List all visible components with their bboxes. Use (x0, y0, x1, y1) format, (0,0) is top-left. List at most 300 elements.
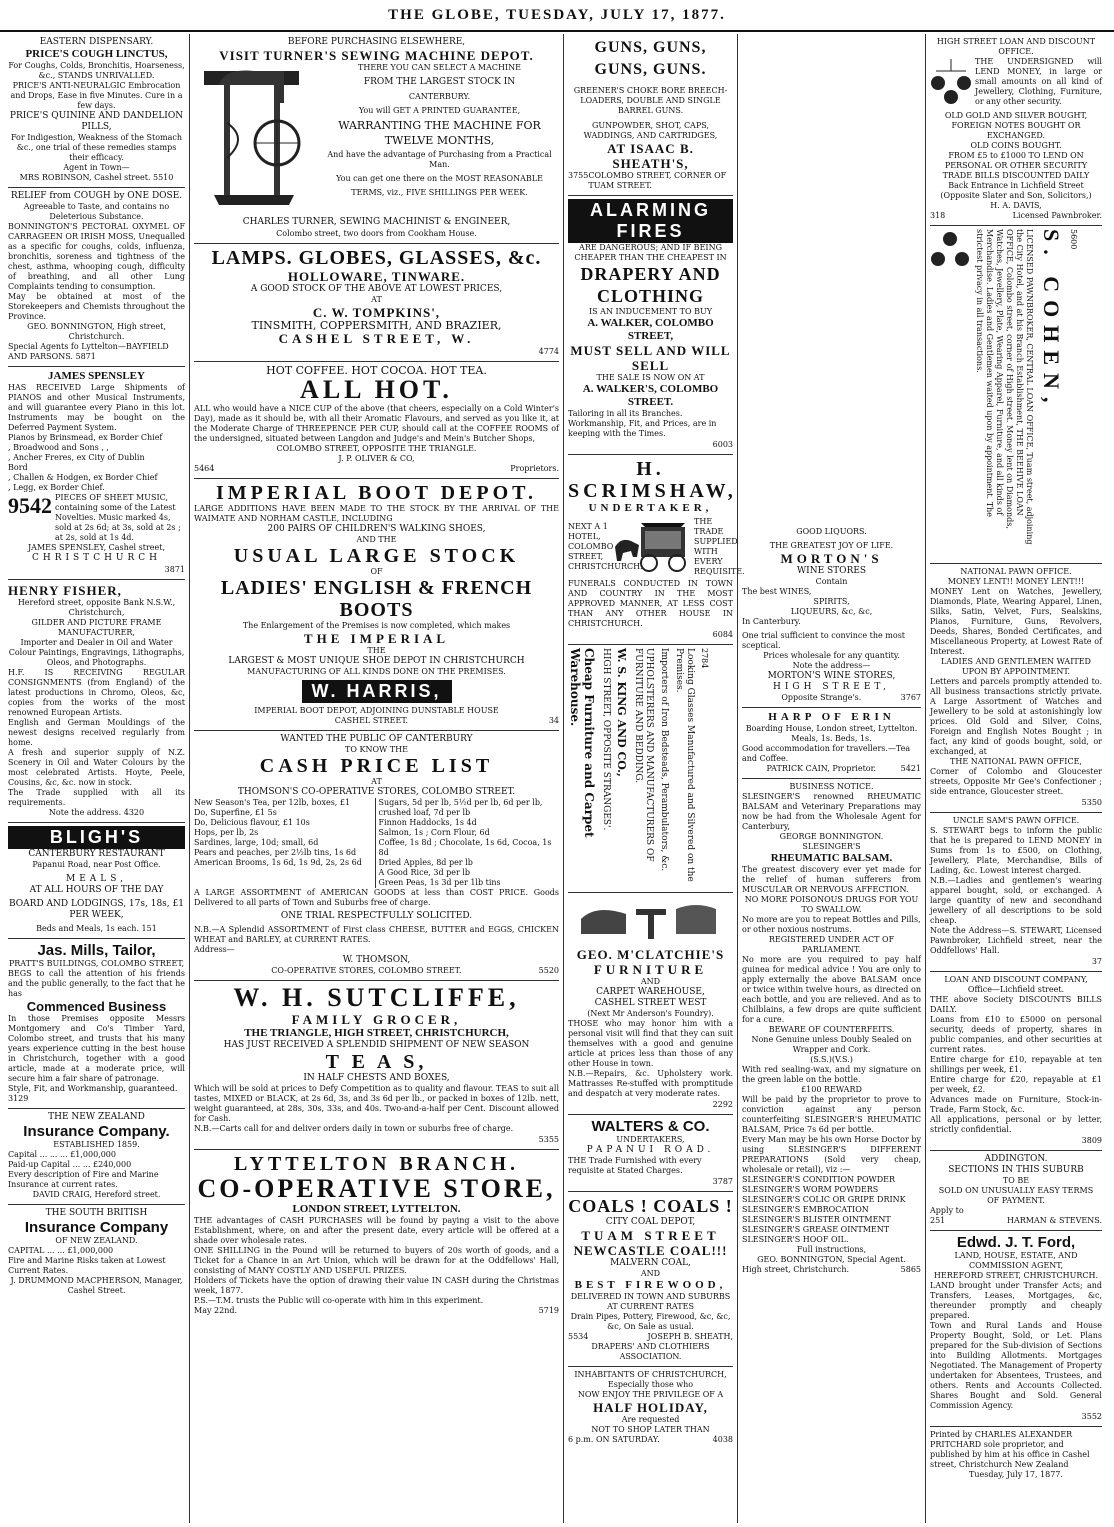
ad-w-s-king (568, 645, 733, 893)
ad-line: HALF HOLIDAY, (593, 1400, 708, 1415)
price-item: Hops, per lb, 2s (194, 828, 259, 837)
ad-line: All applications, personal or by letter, strictly confidential. (930, 1115, 1102, 1134)
ad-line: Importers of Iron Bedsteads, Perambulators, &c. (659, 648, 669, 872)
ad-line: HAS JUST RECEIVED A SPLENDID SHIPMENT OF NEW SEASON (223, 1040, 530, 1050)
hearse-illustration (611, 515, 691, 579)
ad-line: AT ALL HOURS OF THE DAY (29, 885, 164, 895)
ad-line: You can get one there on the MOST REASONABLE (336, 174, 543, 183)
ad-heading: ALARMING FIRES (568, 199, 733, 243)
ad-line: CARPET WAREHOUSE, (596, 987, 705, 997)
ad-line: NOT TO SHOP LATER THAN (591, 1425, 710, 1434)
ad-footer (742, 693, 921, 703)
ad-line: INHABITANTS OF CHRISTCHURCH, (574, 1370, 727, 1379)
ad-line: Address— (194, 945, 235, 954)
ad-line: OF PAYMENT. (987, 1196, 1045, 1205)
ad-line: BEWARE OF COUNTERFEITS. (768, 1025, 895, 1034)
ad-line: May 22nd. (194, 1306, 238, 1315)
ad-line: FROM THE LARGEST STOCK IN (363, 77, 516, 87)
ad-line: TO KNOW THE (345, 745, 408, 754)
ad-line: TERMS, viz., FIVE SHILLINGS PER WEEK. (351, 188, 528, 197)
ad-number: 5464 (194, 464, 215, 473)
ad-number: 5534 (568, 1332, 589, 1341)
ad-line: THOMSON'S CO-OPERATIVE STORES, COLOMBO STREET. (237, 787, 516, 797)
ad-line: Letters and parcels promptly attended to. All business transactions strictly private. A Large Assortment of Watches and Jewellery to be sold at astonishingly low prices. Old Gold and Silver, Coins, Foreign and English Notes Bought ; in fact, any kind of goods bought, sold, or exchanged, at (930, 677, 1102, 756)
ad-line: BUSINESS NOTICE. (789, 782, 874, 791)
ad-line: LADIES' ENGLISH & FRENCH BOOTS (220, 577, 533, 621)
ad-line: LONDON STREET, LYTTELTON. (292, 1203, 461, 1215)
ad-line: WANTED THE PUBLIC OF CANTERBURY (280, 734, 473, 744)
ad-line: CASHEL STREET, W. (278, 331, 475, 346)
ad-line: , Challen & Hodgen, ex Border Chief (8, 473, 158, 482)
ad-line: S. STEWART begs to inform the public that he is prepared to LEND MONEY in Sums from 1s to £500, on Clothing, Jewellery, Plate, Merchandise, Bills of Lading, &c. Lowest interest charged. (930, 826, 1102, 875)
ad-line: AT (371, 777, 382, 786)
ad-national-pawn-office (930, 564, 1102, 813)
ad-line: Office—Lichfield street. (967, 985, 1065, 994)
ad-line: HOLLOWARE, TINWARE. (287, 269, 466, 284)
ad-line: Opposite Strange's. (781, 693, 862, 702)
ad-line: MUST SELL AND WILL SELL (570, 343, 731, 373)
ad-line: , Broadwood and Sons , , (8, 443, 109, 452)
column-1 (4, 34, 190, 1523)
ad-line: CITY COAL DEPOT, (605, 1217, 696, 1227)
scrimshaw-body (568, 515, 745, 579)
ad-line: WINE STORES (796, 566, 867, 576)
ad-line: LADIES AND GENTLEMEN WAITED UPON BY APPOINTMENT. (941, 657, 1091, 676)
ad-line: (Next Mr Anderson's Foundry). (587, 1009, 714, 1018)
ad-footer (742, 764, 921, 774)
ad-number: 3787 (712, 1177, 733, 1186)
ad-line: High street, Christchurch. (742, 1265, 850, 1274)
ad-number: 6084 (712, 630, 733, 639)
ad-line: THE (367, 646, 386, 655)
ad-footer (930, 1216, 1102, 1226)
ad-line: Advances made on Furniture, Stock-in-Trade, Farm Stock, &c. (930, 1095, 1102, 1114)
ad-line: With red sealing-wax, and my signature on the green lable on the bottle. (742, 1065, 921, 1084)
ad-number: 5355 (538, 1135, 559, 1144)
price-item: Salmon, 1s ; Corn Flour, 6d (378, 828, 490, 837)
price-item: Sardines, large, 10d; small, 6d (194, 838, 319, 847)
ad-line: C. W. TOMPKINS', (312, 305, 441, 320)
ad-footer (568, 171, 733, 191)
ad-line: THE UNDERSIGNED will LEND MONEY, in large or small amounts on all kind of Jewellery, Clothing, Furniture, or any other security. (975, 57, 1102, 106)
ad-line: SPIRITS, (813, 597, 850, 606)
ad-line: OLD COINS BOUGHT. (970, 141, 1062, 150)
ad-heading: ADDINGTON. (984, 1154, 1048, 1164)
ad-line: You will GET A PRINTED GUARANTEE, (358, 106, 521, 115)
ad-line: Bord (8, 463, 28, 472)
ad-line: Drain Pipes, Pottery, Firewood, &c, &c, &c, On Sale as usual. (570, 1312, 731, 1331)
ad-alarming-fires (568, 196, 733, 455)
ad-heading: W. H. SUTCLIFFE, (233, 983, 520, 1012)
ad-line: Paid-up Capital ... ... £240,000 (8, 1160, 132, 1169)
ad-lamps-tompkins (194, 244, 559, 362)
ad-line: AT (371, 295, 382, 304)
ad-heading: NATIONAL PAWN OFFICE. (960, 567, 1072, 576)
price-item: Coffee, 1s 8d ; Chocolate, 1s 6d, Cocoa, 1s 8d (378, 838, 552, 857)
ad-heading: RHEUMATIC BALSAM. (770, 852, 893, 864)
ad-line: REGISTERED UNDER ACT OF PARLIAMENT. (768, 935, 895, 954)
ad-line: CASHEL STREET. (334, 716, 409, 725)
ad-line: PRICE'S COUGH LINCTUS, (25, 48, 168, 60)
ad-line: LIQUEURS, &c, &c, (790, 607, 873, 616)
sheet-music-count: 9542 (8, 493, 52, 518)
ad-line: GEORGE BONNINGTON. (779, 832, 884, 841)
ad-line: Beds and Meals, 1s each. 151 (36, 924, 157, 933)
publisher-imprint (930, 1427, 1102, 1480)
ad-line: GUNPOWDER, SHOT, CAPS, WADDINGS, AND CARTRIDGES, (583, 121, 718, 140)
ad-line: HEREFORD STREET, CHRISTCHURCH. (933, 1271, 1099, 1280)
ad-line: Commenced Business (26, 999, 167, 1014)
ad-line: Every Man may be his own Horse Doctor by using SLESINGER'S DIFFERENT PREPARATIONS (Sold very cheap, wholesale or retail), viz :— (742, 1135, 921, 1174)
ad-line: DAVID CRAIG, Hereford street. (32, 1190, 161, 1199)
ad-number: 3871 (164, 565, 185, 574)
ad-footer (194, 716, 559, 726)
ad-line: Capital ... ... ... £1,000,000 (8, 1150, 116, 1159)
ad-mortons-wine-stores (742, 524, 921, 708)
ad-loan-discount-company (930, 972, 1102, 1151)
ad-line: The Trade supplied with all its requirements. (8, 788, 185, 807)
ad-line: IN HALF CHESTS AND BOXES, (303, 1073, 450, 1083)
price-item: American Brooms, 1s 6d, 1s 9d, 2s, 2s 6d (194, 858, 362, 867)
ad-number: 5350 (1081, 798, 1102, 807)
ad-line: SLESINGER'S BLISTER OINTMENT (742, 1215, 891, 1224)
price-item: Sugars, 5d per lb, 5½d per lb, 6d per lb, crushed loaf, 7d per lb (378, 798, 543, 817)
ad-line: WARRANTING THE MACHINE FOR (338, 119, 541, 132)
ad-line: , Ancher Freres, ex City of Dublin (8, 453, 145, 462)
ad-line: COLOMBO STREET, OPPOSITE THE TRIANGLE. (276, 444, 477, 453)
ad-heading: RELIEF from COUGH by ONE DOSE. (10, 191, 183, 201)
ad-footer (194, 464, 559, 474)
price-item: Do, Superfine, £1 5s (194, 808, 277, 817)
ad-line: UNDERTAKER, (588, 502, 713, 514)
ad-line: ARE DANGEROUS; AND IF BEING CHEAPER THAN THE CHEAPEST IN (574, 243, 727, 262)
ad-line: SLESINGER'S COLIC OR GRIPE DRINK (742, 1195, 906, 1204)
ad-line: MONEY LENT!! MONEY LENT!!! (947, 577, 1085, 586)
ad-line: Will be paid by the proprietor to prove to conviction against any person counterfeiting SLESINGER'S RHEUMATIC BALSAM, Price 7s 6d per bottle. (742, 1095, 921, 1134)
ad-line: GILDER AND PICTURE FRAME MANUFACTURER, (31, 618, 162, 637)
ad-number: 37 (1091, 957, 1102, 966)
masthead-title: THE GLOBE, TUESDAY, JULY 17, 1877. (0, 0, 1114, 32)
ad-line: AND (640, 977, 661, 986)
ad-line: Looking Glasses Manufactured and Silvered on the Premises. (674, 648, 695, 882)
ad-line: Entire charge for £10, repayable at ten shillings per week, £1. (930, 1055, 1102, 1074)
ad-line: TRADE BILLS DISCOUNTED DAILY (942, 171, 1090, 180)
ad-harp-of-erin (742, 708, 921, 779)
ad-line: GOOD LIQUORS. (796, 527, 867, 536)
ad-line: UPHOLSTERERS AND MANUFACTURERS OF FURNITURE AND BEDDING. (633, 648, 654, 862)
ad-line: OF (370, 567, 383, 576)
ad-number: 318 (930, 211, 946, 220)
ad-line: THE GREATEST JOY OF LIFE. (769, 541, 894, 550)
ad-line: Agreeable to Taste, and contains no Deleterious Substance. (23, 202, 170, 221)
ad-line: NOW ENJOY THE PRIVILEGE OF A (577, 1390, 724, 1399)
ad-edwd-ford (930, 1231, 1102, 1427)
ad-line: HIGH STREET, OPPOSITE STRANGES'. (601, 648, 611, 831)
ad-heading: COALS ! COALS ! (568, 1196, 733, 1216)
ad-uncle-sams-pawn (930, 813, 1102, 972)
ad-heading: Cheap Furniture and Carpet Warehouse. (568, 648, 596, 838)
ad-line: MRS ROBINSON, Cashel street. 5510 (19, 173, 174, 182)
ad-scrimshaw-undertaker (568, 455, 745, 645)
ad-turner-sewing-machine (194, 34, 559, 244)
ad-line: For Indigestion, Weakness of the Stomach &c., one trial of these remedies stamps their efficacy. (10, 133, 183, 162)
ad-line: BEST FIREWOOD, (574, 1279, 727, 1291)
ad-guns (568, 34, 733, 196)
ad-line: Pianos by Brinsmead, ex Border Chief (8, 433, 163, 442)
ad-line: DRAPERY AND CLOTHING (580, 264, 721, 306)
ad-line: Tailoring in all its Branches. Workmanship, Fit, and Prices, are in keeping with the Times. (568, 409, 717, 438)
ad-line: H. A. DAVIS, (990, 201, 1042, 210)
ad-line: SECTIONS IN THIS SUBURB (948, 1165, 1084, 1175)
ad-line: For Coughs, Colds, Bronchitis, Hoarseness, &c., STANDS UNRIVALLED. (8, 61, 185, 80)
ad-line: Insurance Company. (23, 1123, 170, 1140)
ad-line: GREENER'S CHOKE BORE BREECH-LOADERS, DOUBLE AND SINGLE BARREL GUNS. (573, 86, 728, 115)
ad-line: No more are you required to pay half guinea for medical advice ! You are only to apply externally the above BALSAM once or twice within twelve hours, as directed on each bottle, and you are relieved. And as to Chilblains, a few drops are quite sufficient for a cure. (742, 955, 921, 1024)
ad-line: May be obtained at most of the Storekeepers and Chemists throughout the Province. (8, 292, 185, 321)
ad-line: ONE SHILLING in the Pound will be returned to buyers of 20s worth of goods, and a Ticket for a Chance in an Art Union, which will be drawn for at the Oddfellows' Hall, consisting of MANY COSTLY AND USEFUL PRIZES. (194, 1246, 559, 1275)
ad-line: Note the address. 4320 (48, 808, 145, 817)
ad-line: A LARGE ASSORTMENT of AMERICAN GOODS at less than COST PRICE. Goods Delivered to all parts of Town and Suburbs free of charge. (194, 888, 559, 907)
ad-line: SLESINGER'S EMBROCATION (742, 1205, 869, 1214)
ad-line: SLESINGER'S HOOF OIL. (742, 1235, 849, 1244)
ad-line: LAND brought under Transfer Acts; and Transfers, Leases, Mortgages, &c, thereunder promptly and cheaply prepared. (930, 1281, 1102, 1320)
ad-line: £100 REWARD (801, 1085, 862, 1094)
ad-line: BOARD AND LODGINGS, 17s, 18s, £1 PER WEEK, (9, 899, 184, 920)
ad-line: In Canterbury. (742, 617, 801, 626)
ad-heading: EASTERN DISPENSARY. (39, 37, 154, 47)
ad-line: UNDERTAKERS, (616, 1135, 685, 1144)
ad-blighs-restaurant (8, 823, 185, 939)
ad-line: Hereford street, opposite Bank N.S.W., Christchurch, (17, 598, 176, 617)
ad-line: THE advantages of CASH PURCHASES will be found by paying a visit to the above Establishment, where, on and after the present date, every article will be offered at a shade over wholesale rates. (194, 1216, 559, 1245)
ad-line: SLESINGER'S renowned RHEUMATIC BALSAM and Veterinary Preparations may now be had from the Wholesale Agent for Canterbury, (742, 792, 921, 831)
ad-high-street-loan (930, 34, 1102, 226)
ad-line: (Opposite Slater and Son, Solicitors,) (940, 191, 1092, 200)
ad-line: NEXT A 1 HOTEL, COLOMBO STREET, CHRISTCHURCH. (568, 522, 643, 571)
ad-line: Are requested (621, 1415, 680, 1424)
ad-line: FURNITURE (593, 962, 708, 977)
ad-imperial-boot-depot (194, 479, 559, 731)
ad-line: OF NEW ZEALAND. (55, 1236, 138, 1245)
ad-heading: HARP OF ERIN (768, 711, 895, 723)
ad-line: Style, Fit, and Workmanship, guaranteed. 3129 (8, 1084, 178, 1103)
ad-line: CO-OPERATIVE STORE, (197, 1174, 556, 1203)
ad-heading: S. COHEN, (1039, 229, 1064, 411)
ad-line: Good accommodation for travellers.—Tea and Coffee. (742, 744, 911, 763)
ad-number: 3552 (1081, 1412, 1102, 1421)
ad-walters-undertakers (568, 1115, 733, 1192)
ad-line: None Genuine unless Doubly Sealed on Wrapper and Cork. (751, 1035, 912, 1054)
ad-line: Every description of Fire and Marine Insurance at current rates. (8, 1170, 159, 1189)
ad-line: CAPITAL ... ... £1,000,000 (8, 1246, 114, 1255)
price-item: New Season's Tea, per 12lb, boxes, £1 (194, 798, 351, 807)
ad-line: THE SALE IS NOW ON AT (596, 373, 705, 382)
ad-number: 2784 (700, 648, 709, 669)
column-4-top-spill (742, 34, 921, 524)
ad-line: Agent in Town— (63, 163, 130, 172)
ad-footer (568, 1435, 733, 1445)
ad-line: BONNINGTON'S PECTORAL OXYMEL OF CARRAGEEN OR IRISH MOSS, Unequalled as a specific for coughs, colds, influenza, bronchitis, soreness and tightness of the chest, asthma, whooping cough, difficulty of breathing, and all other Lung Complaints tending to consumption. (8, 222, 185, 291)
ad-line: USUAL LARGE STOCK (233, 545, 520, 567)
ad-line: The best WINES, (742, 587, 812, 596)
ad-line: HOT COFFEE. HOT COCOA. HOT TEA. (266, 364, 487, 377)
cohen-balls-icon (930, 229, 970, 559)
ad-line: THE NATIONAL PAWN OFFICE, (950, 757, 1082, 766)
ad-line: SLESINGER'S GREASE OINTMENT (742, 1225, 890, 1234)
ad-line: TUAM STREET (581, 1228, 720, 1243)
ad-line: FROM £5 to £1000 TO LEND ON PERSONAL OR OTHER SECURITY (944, 151, 1088, 170)
ad-line: IS AN INDUCEMENT TO BUY (588, 307, 713, 316)
ad-line: MEALS, (66, 874, 127, 884)
ad-line: Entire charge for £20, repayable at £1 per week, £2. (930, 1075, 1102, 1094)
furniture-illustration (568, 899, 733, 944)
ad-line: THERE YOU CAN SELECT A MACHINE (358, 63, 521, 72)
ad-heading: MORTON'S (780, 551, 883, 566)
ad-line: No more are you to repeat Bottles and Pills, or other noxious nostrums. (742, 915, 921, 934)
price-item: Pears and peaches, per 2½lb tins, 1s 6d (194, 848, 357, 857)
ad-line: Especially those who (607, 1380, 694, 1389)
ad-line: And have the advantage of Purchasing from a Practical Man. (327, 150, 552, 169)
columns (4, 34, 1110, 1523)
ad-line: HIGH STREET, (773, 682, 890, 692)
ad-line: THE above Society DISCOUNTS BILLS DAILY. (930, 995, 1102, 1014)
ad-line: BEFORE PURCHASING ELSEWHERE, (287, 37, 466, 47)
ad-number: 5865 (900, 1265, 921, 1274)
ad-line: W. THOMSON, (342, 955, 411, 965)
turner-body (194, 63, 559, 217)
ad-line: Fire and Marine Risks taken at Lowest Current Rates. (8, 1256, 166, 1275)
ad-line: One trial sufficient to convince the most sceptical. (742, 631, 906, 650)
ad-line: Prices wholesale for any quantity. (763, 651, 900, 660)
ad-lyttelton-branch (194, 1150, 559, 1320)
ad-line: AND THE (356, 535, 397, 544)
ad-line: LICENSED PAWNBROKER, CENTRAL LOAN OFFICE, Tuam street, adjoining the City Hotel, and at his Branch Establishment, THE BEEHIVE LOAN OFFICE, Colombo street, corner of High street. Money lent on Diamonds, Watches, Jewellery, Plate, Wearing Apparel, Furniture, and all kinds of Merchandise. Ladies and Gentlemen waited upon by appointment. The strictest privacy in all transactions. (975, 229, 1034, 545)
ad-line: Special Agents fo Lyttelton—BAYFIELD AND PARSONS. 5871 (8, 342, 169, 361)
ad-line: Proprietors. (510, 464, 559, 473)
ad-line: Note the address— (792, 661, 871, 670)
ad-line: Back Entrance in Lichfield Street (948, 181, 1084, 190)
ad-line: Apply to (930, 1206, 964, 1215)
ad-line: Colombo street, two doors from Cookham House. (276, 229, 477, 238)
ad-half-holiday (568, 1367, 733, 1449)
ad-heading: JAMES SPENSLEY (48, 370, 145, 382)
ad-footer (742, 1265, 921, 1275)
pawnbroker-balls-icon (930, 57, 972, 111)
ad-line: A fresh and superior supply of N.Z. Scenery in Oil and Water Colours by the most celebrated Artists. Hoyte, Peele, Cousins, &c, &c. now in stock. (8, 748, 185, 787)
ad-line: IMPERIAL BOOT DEPOT, ADJOINING DUNSTABLE HOUSE (254, 706, 499, 715)
ad-cash-price-list (194, 731, 559, 981)
ad-line: ONE TRIAL RESPECTFULLY SOLICITED. (280, 911, 473, 921)
ad-slesinger-balsam (742, 779, 921, 1279)
ad-line: AT ISAAC B. SHEATH'S, (607, 141, 694, 171)
ad-line: BEGS to call the attention of his friends and the public generally, to the fact that he has (8, 969, 185, 998)
ad-line: Corner of Colombo and Gloucester streets, Opposite Mr Gee's Confectioner ; side entrance, Gloucester street. (930, 767, 1102, 796)
ad-line: CASHEL STREET WEST (594, 998, 707, 1008)
ad-number: 2292 (712, 1100, 733, 1109)
ad-footer (568, 1332, 733, 1342)
ad-line: JOSEPH B. SHEATH, (647, 1332, 733, 1341)
imprint-line: Printed by CHARLES ALEXANDER PRITCHARD sole proprietor, and published by him at his office in Cashel street, Christchurch New Zealand (930, 1430, 1090, 1469)
ad-line: N.B.—A Splendid ASSORTMENT of First class CHEESE, BUTTER and EGGS, CHICKEN WHEAT and BARLEY, at CURRENT RATES. (194, 925, 559, 944)
ad-number: 5520 (538, 966, 559, 975)
ad-line: H.F. IS RECEIVING REGULAR CONSIGNMENTS (from England) of the latest productions in Chromo, Oleos, &c, copies from the works of the most renowned European Artists. (8, 668, 185, 717)
ad-line: In those Premises opposite Messrs Montgomery and Co's Timber Yard, Colombo street, and trusts that his many years experience cutting in the best house in Christchurch, together with a good article, made at a moderate price, will secure him a fair share of patronage. (8, 1014, 185, 1083)
ad-line: Licensed Pawnbroker. (1012, 211, 1102, 220)
ad-line: MALVERN COAL, (610, 1258, 691, 1268)
ad-line: COLOMBO STREET, CORNER OF TUAM STREET. (588, 171, 727, 190)
ad-line: AND (640, 1269, 661, 1278)
ad-line: NEWCASTLE COAL!!! (573, 1243, 728, 1258)
ad-heading: UNCLE SAM'S PAWN OFFICE. (952, 816, 1080, 825)
ad-line: CO-OPERATIVE STORES, COLOMBO STREET. (271, 966, 462, 975)
ad-footer (930, 211, 1102, 221)
seal-mark: (S.S.)(V.S.) (810, 1055, 853, 1064)
ad-line: NO MORE POISONOUS DRUGS FOR YOU TO SWALLOW. (744, 895, 919, 914)
ad-number: 5600 (1069, 229, 1078, 250)
ad-heading: Edwd. J. T. Ford, (956, 1234, 1076, 1251)
ad-mclatchie-furniture (568, 893, 733, 1115)
ad-line: J. P. OLIVER & CO, (338, 454, 415, 463)
ad-line: HARMAN & STEVENS. (1007, 1216, 1102, 1225)
price-item: Dried Apples, 8d per lb (378, 858, 473, 867)
column-5 (926, 34, 1106, 1523)
imprint-date: Tuesday, July 17, 1877. (969, 1470, 1063, 1479)
loan-body (930, 57, 1102, 111)
ad-line: Loans from £10 to £5000 on personal security, deeds of property, shares in public companies, and other securities at current rates. (930, 1015, 1102, 1054)
ad-heading: WALTERS & CO. (591, 1118, 710, 1135)
price-item: Do, Delicious flavour, £1 10s (194, 818, 310, 827)
ad-line: N.B.—Carts call for and deliver orders daily in town or suburbs free of charge. (194, 1124, 514, 1133)
ad-line: COMMISSION AGENT, (968, 1261, 1063, 1270)
ad-heading: VISIT TURNER'S SEWING MACHINE DEPOT. (219, 48, 534, 63)
turner-text (320, 63, 559, 217)
ad-line: SLESINGER'S (802, 842, 861, 851)
ad-line: TWELVE MONTHS, (384, 134, 495, 147)
ad-heading: H. SCRIMSHAW, (568, 458, 737, 502)
ad-line: LARGEST & MOST UNIQUE SHOE DEPOT IN CHRISTCHURCH (228, 656, 525, 666)
ad-line: PRATT'S BUILDINGS, COLOMBO STREET, (8, 959, 185, 968)
ad-relief-cough (8, 188, 185, 367)
ad-line: Importer and Dealer in Oil and Water Colour Paintings, Engravings, Lithographs, Oleos, and Photographs. (8, 638, 185, 667)
ad-line: THE TRIANGLE, HIGH STREET, CHRISTCHURCH, (244, 1027, 509, 1039)
ad-line: ESTABLISHED 1859. (53, 1140, 140, 1149)
ad-henry-fisher (8, 580, 185, 823)
ad-line: OLD GOLD AND SILVER BOUGHT, FOREIGN NOTES BOUGHT OR EXCHANGED. (944, 111, 1088, 140)
ad-line: GEO. BONNINGTON, High street, Christchurch. (27, 322, 166, 341)
ad-number: 34 (548, 716, 559, 725)
ad-james-spensley (8, 367, 185, 580)
price-item: A Good Rice, 3d per lb (378, 868, 471, 877)
ad-line: The greatest discovery ever yet made for the relief of human sufferers from MUSCULAR OR NERVOUS AFFECTION. (742, 865, 921, 894)
ad-line: A GOOD STOCK OF THE ABOVE AT LOWEST PRICES, (250, 284, 503, 294)
ad-heading: HIGH STREET LOAN AND DISCOUNT OFFICE. (936, 37, 1096, 56)
ad-line: W. S. KING AND CO., (615, 648, 628, 777)
price-item: Green Peas, 1s 3d per 1lb tins (378, 878, 501, 887)
ad-heading: LYTTELTON BRANCH. (233, 1153, 520, 1175)
ad-number: 3809 (1081, 1136, 1102, 1145)
ad-line: LARGE ADDITIONS HAVE BEEN MADE TO THE STOCK BY THE ARRIVAL OF THE WAIMATE AND NORHAM CASTLE, INCLUDING (194, 504, 559, 523)
ad-line: PATRICK CAIN, Proprietor. (766, 764, 877, 773)
ad-line: Town and Rural Lands and House Property Bought, Sold, or Let. Plans prepared for the Sub-division of Sections into Building Allotments. Mortgages Negotiated. The Management of Property undertaken for Absentees, Trustees, and others. Rents and Accounts Collected. Shares Bought and Sold. General Commission Agency. (930, 1321, 1102, 1410)
ad-jas-mills-tailor (8, 939, 185, 1109)
ad-line: Meals, 1s. Beds, 1s. (791, 734, 872, 743)
price-list-left (194, 798, 375, 888)
ad-line: P.S.—T.M. trusts the Public will co-operate with him in this experiment. (194, 1296, 484, 1305)
ad-line: SLESINGER'S WORM POWDERS (742, 1185, 879, 1194)
ad-line: Holders of Tickets have the option of drawing their value IN CASH during the Christmas week, 1877. (194, 1276, 559, 1295)
ad-line: N.B.—Ladies and gentlemen's wearing apparel bought, sold, or exchanged. A large quantity of new and secondhand jewellery of all descriptions to be sold cheap. (930, 876, 1102, 925)
ad-line: FAMILY GROCER, (291, 1012, 462, 1027)
